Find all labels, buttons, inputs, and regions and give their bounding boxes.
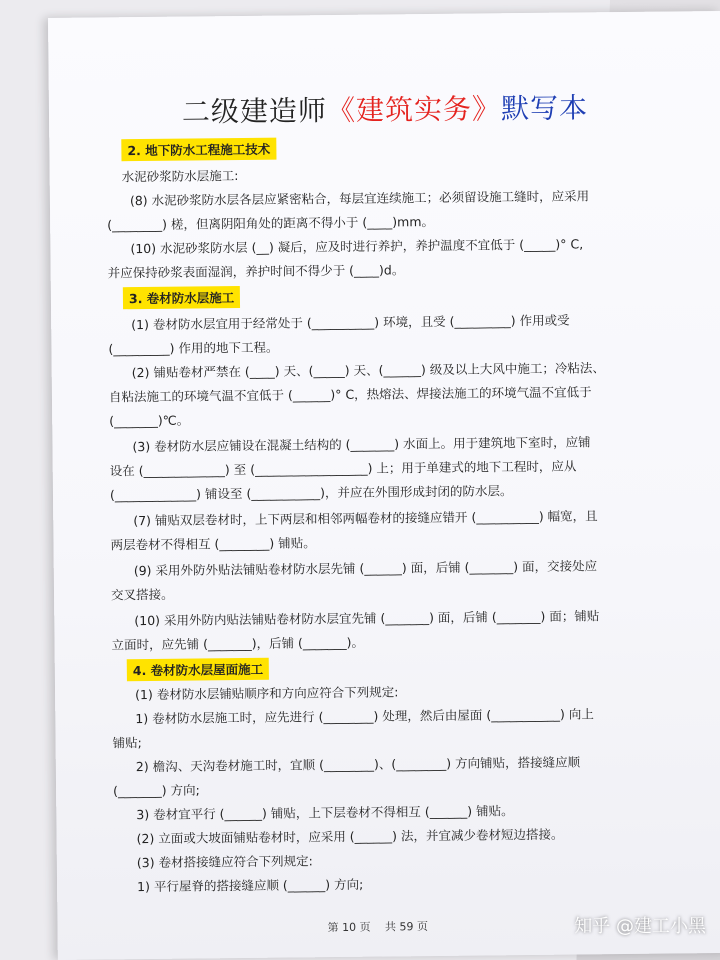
section-heading-2: 2. 地下防水工程施工技术 (121, 138, 276, 162)
text-line: 1) 卷材防水层施工时，应先进行 (________) 处理，然后由屋面 (___________) 向上 (135, 706, 594, 727)
text-line: (_____________) 铺设至 (___________)，并应在外围形成封闭的防水层。 (109, 483, 513, 503)
text-line: 3) 卷材宜平行 (______) 铺贴，上下层卷材不得相互 (______) 铺贴。 (136, 803, 514, 823)
watermark: 知乎 @建工小黑 (574, 916, 706, 937)
text-line: (2) 铺贴卷材严禁在 (____) 天、(_____) 天、(______) 级及以上大风中施工；冷粘法、 (131, 360, 605, 381)
text-line: (_______) 方向; (113, 782, 200, 799)
text-line: (_________) 作用的地下工程。 (108, 339, 279, 357)
text-line: (1) 卷材防水层宜用于经常处于 (__________) 环境，且受 (_________) 作用或受 (131, 312, 570, 333)
title-part-1: 二级建造师 (181, 94, 328, 129)
text-line: 设在 (_____________) 至 (__________________) 上；用于单建式的地下工程时，应从 (109, 458, 577, 479)
text-line: 两层卷材不得相互 (________) 铺贴。 (110, 535, 316, 553)
text-line: (9) 采用外防外贴法铺贴卷材防水层先铺 (______) 面，后铺 (_______) 面，交接处应 (133, 558, 598, 579)
page-number-footer: 第 10 页 共 59 页 (327, 920, 429, 935)
document-page (48, 11, 720, 960)
text-line: 2) 檐沟、天沟卷材施工时，宜顺 (________)、(________) 方向铺贴，搭接缝应顺 (135, 754, 581, 775)
text-line: 水泥砂浆防水层施工: (121, 168, 239, 185)
section-heading-4: 4. 卷材防水层屋面施工 (127, 658, 270, 681)
text-line: (10) 采用外防内贴法铺贴卷材防水层宜先铺 (_______) 面，后铺 (_______) 面；铺贴 (134, 608, 600, 629)
text-line: 1) 平行屋脊的搭接缝应顺 (______) 方向; (137, 876, 364, 895)
text-line: (3) 卷材防水层应铺设在混凝土结构的 (_______) 水面上。用于建筑地下室时，应铺 (132, 434, 591, 455)
text-line: (7) 铺贴双层卷材时，上下两层和相邻两幅卷材的接缝应错开 (__________) 幅宽，且 (133, 508, 598, 529)
title-part-3: 默写本 (500, 91, 589, 126)
title-part-2: 《建筑实务》 (326, 92, 502, 128)
text-line: (10) 水泥砂浆防水层 (__) 凝后，应及时进行养护，养护温度不宜低于 (_____)° C, (130, 236, 584, 257)
text-line: (2) 立面或大坡面铺贴卷材时，应采用 (______) 法，并宜减少卷材短边搭接。 (136, 826, 564, 847)
text-line: (1) 卷材防水层铺贴顺序和方向应符合下列规定: (135, 684, 399, 703)
text-line: 自粘法施工的环境气温不宜低于 (______)° C，热熔法、焊接法施工的环境气温不宜低于 (108, 384, 592, 405)
text-line: (3) 卷材搭接缝应符合下列规定: (136, 853, 313, 871)
text-line: (_______)℃。 (109, 412, 190, 429)
text-line: (8) 水泥砂浆防水层各层应紧密粘合，每层宜连续施工；必须留设施工缝时，应采用 (129, 188, 590, 209)
text-line: 立面时，应先铺 (_______)，后铺 (_______)。 (111, 634, 365, 653)
text-line: 交叉搭接。 (110, 586, 174, 603)
text-line: 并应保持砂浆表面湿润，养护时间不得少于 (____)d。 (107, 262, 405, 281)
text-line: (________) 槎，但离阴阳角处的距离不得小于 (____)mm。 (107, 213, 435, 233)
text-line: 铺贴; (112, 735, 142, 751)
section-heading-3: 3. 卷材防水层施工 (123, 286, 241, 309)
page-title (49, 85, 720, 132)
